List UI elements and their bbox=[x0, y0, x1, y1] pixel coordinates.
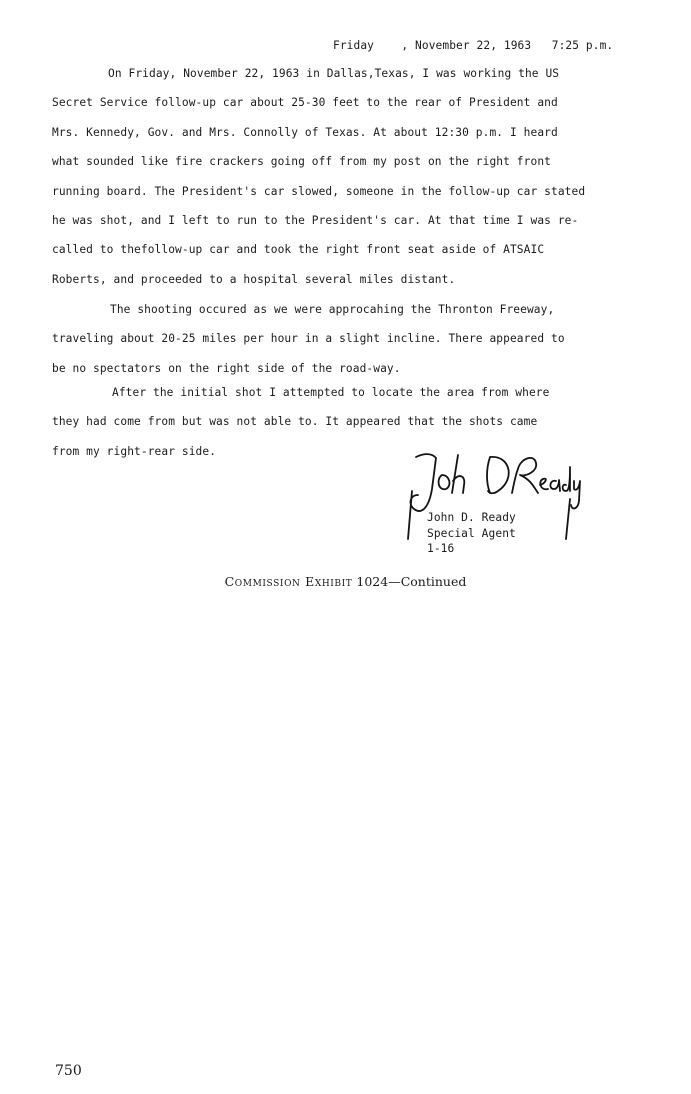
paragraph-line: Secret Service follow-up car about 25-30 feet to the rear of President and bbox=[52, 96, 558, 110]
dateline-date: , November 22, 1963 bbox=[401, 39, 532, 52]
paragraph-2 bbox=[52, 303, 627, 391]
dateline-day: Friday bbox=[333, 39, 375, 52]
paragraph-line: On Friday, November 22, 1963 in Dallas,Texas, I was working the US bbox=[108, 67, 560, 80]
paragraph-line: traveling about 20-25 miles per hour in a slight incline. There appeared to bbox=[52, 332, 565, 346]
exhibit-label: Commission Exhibit bbox=[224, 574, 353, 589]
signature-block bbox=[427, 510, 516, 557]
paragraph-line: Mrs. Kennedy, Gov. and Mrs. Connolly of Texas. At about 12:30 p.m. I heard bbox=[52, 125, 558, 139]
signer-title: Special Agent bbox=[427, 526, 516, 540]
paragraph-line: running board. The President's car slowed, someone in the follow-up car stated bbox=[52, 184, 586, 198]
paragraph-1 bbox=[52, 67, 627, 302]
paragraph-line: The shooting occured as we were approcahing the Thronton Freeway, bbox=[110, 303, 555, 316]
exhibit-caption bbox=[0, 574, 691, 589]
paragraph-line: what sounded like fire crackers going off from my post on the right front bbox=[52, 155, 551, 169]
paragraph-line: they had come from but was not able to. It appeared that the shots came bbox=[52, 415, 538, 429]
paragraph-line: Roberts, and proceeded to a hospital several miles distant. bbox=[52, 272, 456, 286]
signer-code: 1-16 bbox=[427, 542, 455, 555]
paragraph-line: from my right-rear side. bbox=[52, 444, 217, 458]
paragraph-line: be no spectators on the right side of the road-way. bbox=[52, 361, 401, 375]
signer-name: John D. Ready bbox=[427, 511, 516, 524]
exhibit-number: 1024 bbox=[356, 574, 389, 589]
dateline bbox=[333, 39, 613, 52]
exhibit-suffix: —Continued bbox=[388, 574, 467, 589]
dateline-time: 7:25 p.m. bbox=[551, 39, 614, 52]
paragraph-line: he was shot, and I left to run to the President's car. At that time I was re- bbox=[52, 213, 579, 227]
page-number: 750 bbox=[55, 1063, 82, 1079]
paragraph-line: After the initial shot I attempted to locate the area from where bbox=[112, 386, 550, 399]
paragraph-line: called to thefollow-up car and took the right front seat aside of ATSAIC bbox=[52, 243, 545, 257]
